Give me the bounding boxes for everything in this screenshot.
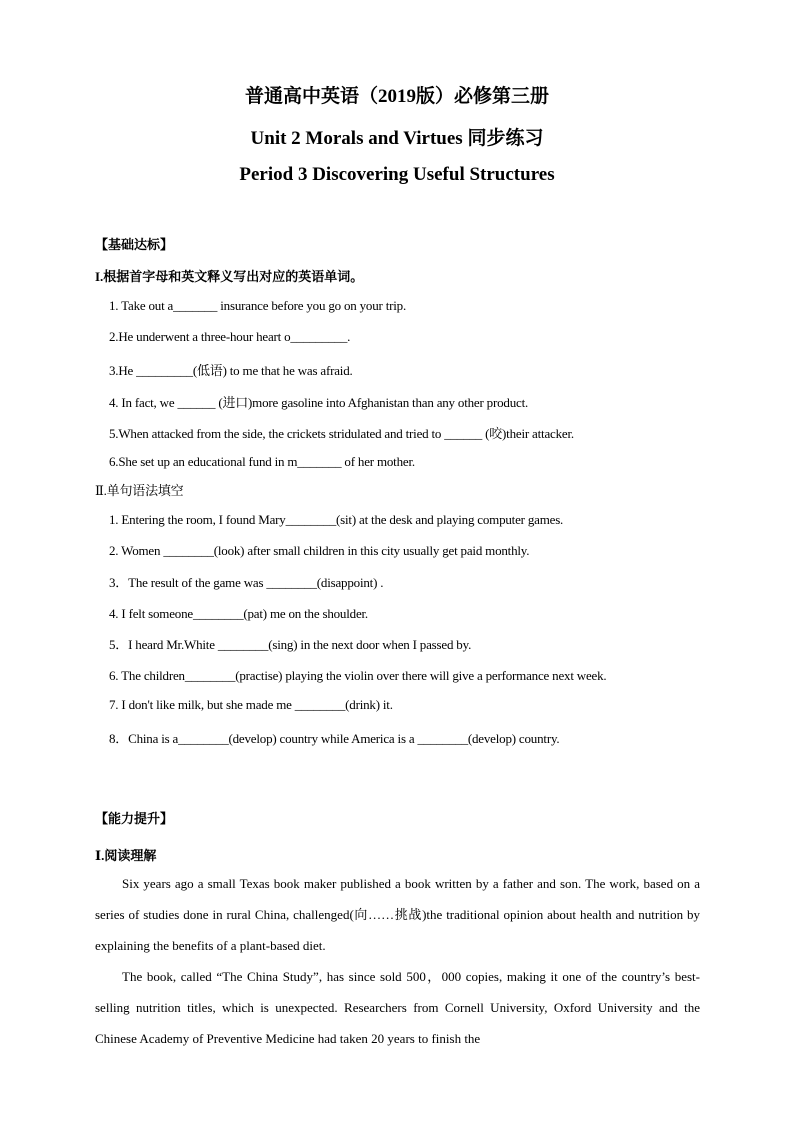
part2-item: 8．China is a________(develop) country while America is a ________(develop) country. (109, 731, 560, 746)
advanced-section-header: 【能力提升】 (95, 811, 174, 826)
part1-heading: I.根据首字母和英文释义写出对应的英语单词。 (95, 269, 364, 284)
unit-title: Unit 2 Morals and Virtues 同步练习 (250, 128, 544, 149)
reading-heading: Ⅰ.阅读理解 (95, 848, 157, 863)
part1-item: 1. Take out a_______ insurance before you go on your trip. (109, 298, 407, 313)
part1-item: 6.She set up an educational fund in m_______ of her mother. (109, 454, 415, 469)
part2-item: 1. Entering the room, I found Mary________(sit) at the desk and playing computer games. (109, 512, 564, 527)
passage-paragraph: The book, called “The China Study”, has since sold 500，000 copies, making it one of the country’s best-selling nutrition titles, which is unexpected. Researchers from Cornell University, Oxford University and the Chinese Academy of Preventive Medicine had taken 20 years to finish the (95, 969, 700, 1046)
reading-passage (95, 868, 700, 1054)
part1-item: 5.When attacked from the side, the crickets stridulated and tried to ______ (咬)their attacker. (109, 426, 574, 441)
period-title: Period 3 Discovering Useful Structures (239, 164, 555, 185)
part2-item: 2. Women ________(look) after small children in this city usually get paid monthly. (109, 543, 530, 558)
part2-item: 5．I heard Mr.White ________(sing) in the next door when I passed by. (109, 637, 472, 652)
document-title: 普通高中英语（2019版）必修第三册 (244, 86, 549, 107)
passage-paragraph: Six years ago a small Texas book maker published a book written by a father and son. The work, based on a series of studies done in rural China, challenged(向……挑战)the traditional opinion about health and nutrition by explaining the benefits of a plant-based diet. (95, 876, 700, 953)
part2-item: 3．The result of the game was ________(disappoint) . (109, 575, 384, 590)
part2-item: 4. I felt someone________(pat) me on the shoulder. (109, 606, 368, 621)
part2-item: 6. The children________(practise) playing the violin over there will give a performance next week. (109, 668, 607, 683)
part1-item: 4. In fact, we ______ (进口)more gasoline into Afghanistan than any other product. (109, 395, 529, 410)
part2-item: 7. I don't like milk, but she made me ________(drink) it. (109, 697, 393, 712)
basic-section-header: 【基础达标】 (95, 237, 174, 252)
part1-item: 3.He _________(低语) to me that he was afraid. (109, 363, 353, 378)
part1-item: 2.He underwent a three-hour heart o_________. (109, 329, 351, 344)
part2-heading: Ⅱ.单句语法填空 (95, 483, 184, 498)
